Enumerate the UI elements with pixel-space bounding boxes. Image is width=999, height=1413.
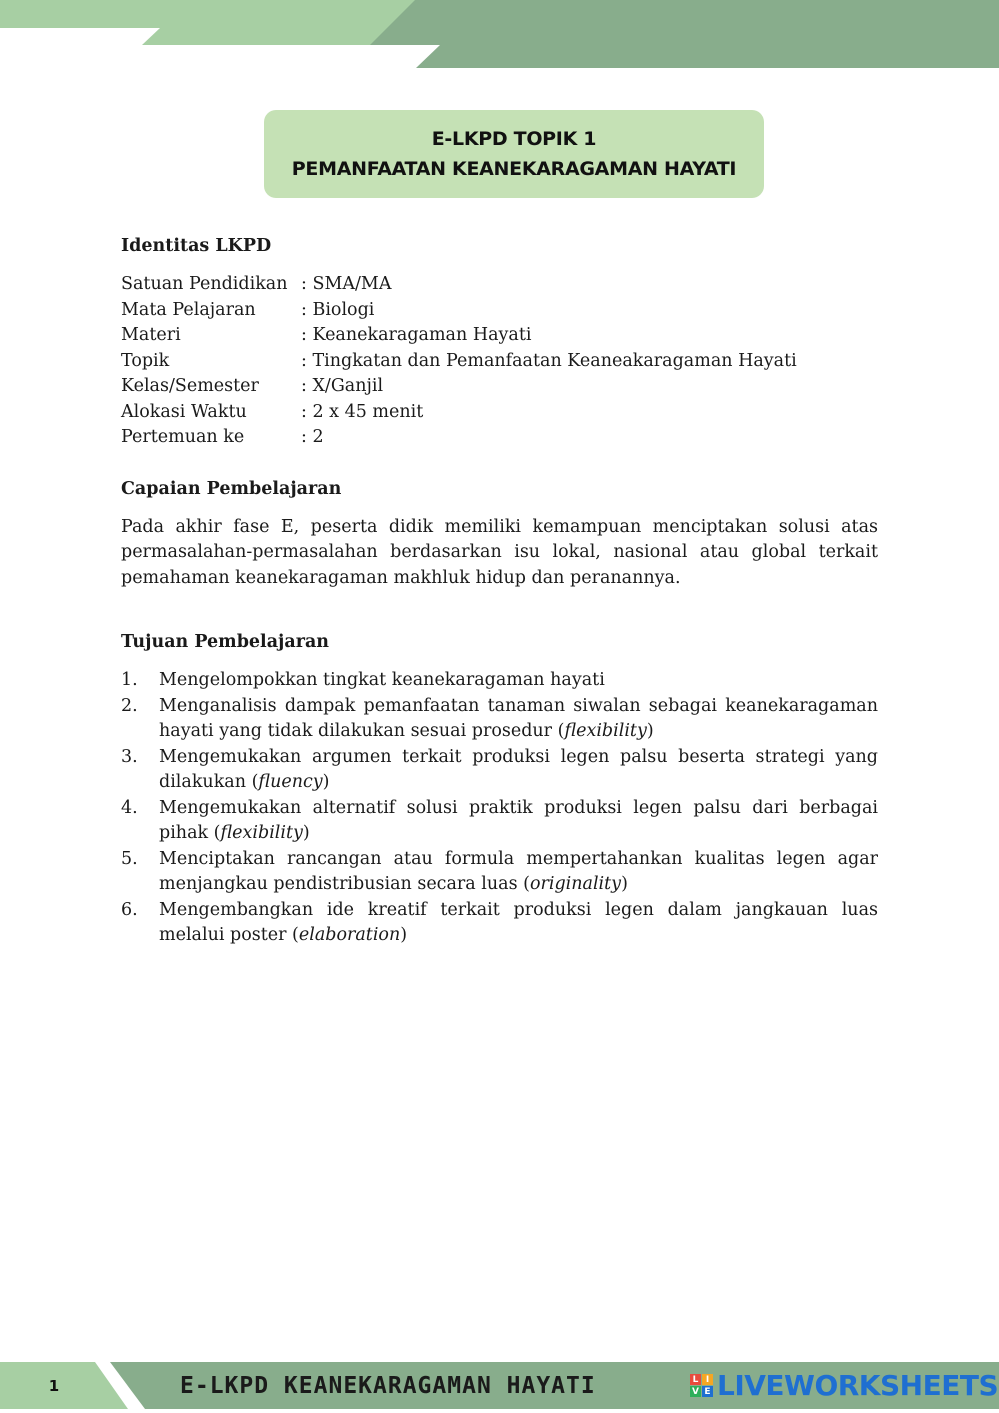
identitas-value: : X/Ganjil — [301, 376, 384, 396]
identitas-value: : Keanekaragaman Hayati — [301, 325, 532, 345]
tujuan-heading: Tujuan Pembelajaran — [121, 632, 330, 652]
list-number: 2. — [121, 695, 138, 716]
identitas-value: : 2 — [301, 427, 324, 447]
identitas-label: Satuan Pendidikan — [121, 274, 288, 294]
identitas-heading: Identitas LKPD — [121, 236, 272, 256]
identitas-row — [121, 272, 878, 298]
identitas-table — [121, 272, 878, 451]
list-tag: fluency — [258, 772, 323, 792]
identitas-row — [121, 400, 878, 426]
identitas-value: : 2 x 45 menit — [301, 401, 424, 422]
list-text: Mengembangkan ide kreatif terkait produksi legen dalam jangkauan luas melalui poster (elaboration) — [159, 899, 878, 945]
list-text-body: Mengemukakan alternatif solusi praktik produksi legen palsu dari berbagai pihak — [159, 797, 878, 843]
identitas-label: Materi — [121, 325, 181, 345]
identitas-value: : Biologi — [301, 299, 375, 320]
footer-title: E-LKPD KEANEKARAGAMAN HAYATI — [180, 1372, 596, 1399]
identitas-row — [121, 298, 878, 324]
list-text-body: Mengelompokkan tingkat keanekaragaman hayati — [159, 670, 605, 690]
logo-letter: V — [690, 1386, 701, 1397]
capaian-heading: Capaian Pembelajaran — [121, 478, 342, 499]
identitas-value: : Tingkatan dan Pemanfaatan Keaneakaragaman Hayati — [301, 350, 797, 371]
tujuan-list — [121, 668, 878, 949]
list-item — [121, 796, 878, 847]
logo-letter: I — [702, 1374, 713, 1385]
identitas-label: Topik — [121, 350, 170, 371]
list-item — [121, 668, 878, 694]
list-text-body: Mengemukakan argumen terkait produksi legen palsu beserta strategi yang dilakukan — [159, 746, 878, 792]
identitas-label: Mata Pelajaran — [121, 299, 256, 320]
list-text: Mengemukakan argumen terkait produksi legen palsu beserta strategi yang dilakukan (fluency) — [159, 746, 878, 792]
page-number: 1 — [48, 1376, 60, 1395]
list-text: Mengemukakan alternatif solusi praktik produksi legen palsu dari berbagai pihak (flexibility) — [159, 797, 878, 843]
liveworksheets-logo[interactable] — [690, 1362, 998, 1409]
list-text: Menganalisis dampak pemanfaatan tanaman siwalan sebagai keanekaragaman hayati yang tidak dilakukan sesuai prosedur (flexibility) — [159, 695, 878, 741]
identitas-label: Pertemuan ke — [121, 427, 245, 447]
list-tag: flexibility — [564, 721, 647, 741]
live-logo-icon — [690, 1374, 713, 1397]
title-line-1: E-LKPD TOPIK 1 — [431, 128, 597, 150]
list-text-body: Mengembangkan ide kreatif terkait produksi legen dalam jangkauan luas melalui poster — [159, 899, 878, 945]
list-text: Menciptakan rancangan atau formula mempertahankan kualitas legen agar menjangkau pendistribusian secara luas (originality) — [159, 848, 878, 894]
identitas-label: Alokasi Waktu — [121, 401, 247, 422]
title-line-2: PEMANFAATAN KEANEKARAGAMAN HAYATI — [291, 158, 737, 180]
logo-letter: L — [690, 1374, 701, 1385]
list-number: 3. — [121, 746, 138, 767]
list-text-body: Menganalisis dampak pemanfaatan tanaman siwalan sebagai keanekaragaman hayati yang tidak dilakukan sesuai prosedur — [159, 695, 878, 741]
identitas-row — [121, 349, 878, 375]
title-box — [264, 110, 764, 198]
identitas-row — [121, 374, 878, 400]
capaian-text: Pada akhir fase E, peserta didik memiliki kemampuan menciptakan solusi atas permasalahan-permasalahan berdasarkan isu lokal, nasional atau global terkait pemahaman keanekaragaman makhluk hidup dan peranannya. — [121, 516, 878, 588]
list-number: 4. — [121, 797, 138, 818]
list-item — [121, 898, 878, 949]
list-number: 1. — [121, 670, 138, 690]
list-number: 6. — [121, 899, 138, 920]
top-decorative-band — [0, 0, 999, 70]
list-item — [121, 745, 878, 796]
document-content — [121, 232, 878, 949]
list-text-body: Menciptakan rancangan atau formula mempertahankan kualitas legen agar menjangkau pendistribusian secara luas — [159, 848, 878, 894]
list-tag: flexibility — [220, 823, 303, 843]
identitas-value: : SMA/MA — [301, 274, 392, 294]
identitas-row — [121, 323, 878, 349]
brand-text: LIVEWORKSHEETS — [717, 1369, 999, 1402]
list-text — [159, 668, 878, 694]
identitas-row — [121, 425, 878, 451]
list-item — [121, 694, 878, 745]
list-tag: originality — [529, 874, 622, 894]
list-number: 5. — [121, 848, 138, 869]
list-tag: elaboration — [298, 925, 401, 945]
identitas-label: Kelas/Semester — [121, 376, 259, 396]
logo-letter: E — [702, 1386, 713, 1397]
list-item — [121, 847, 878, 898]
